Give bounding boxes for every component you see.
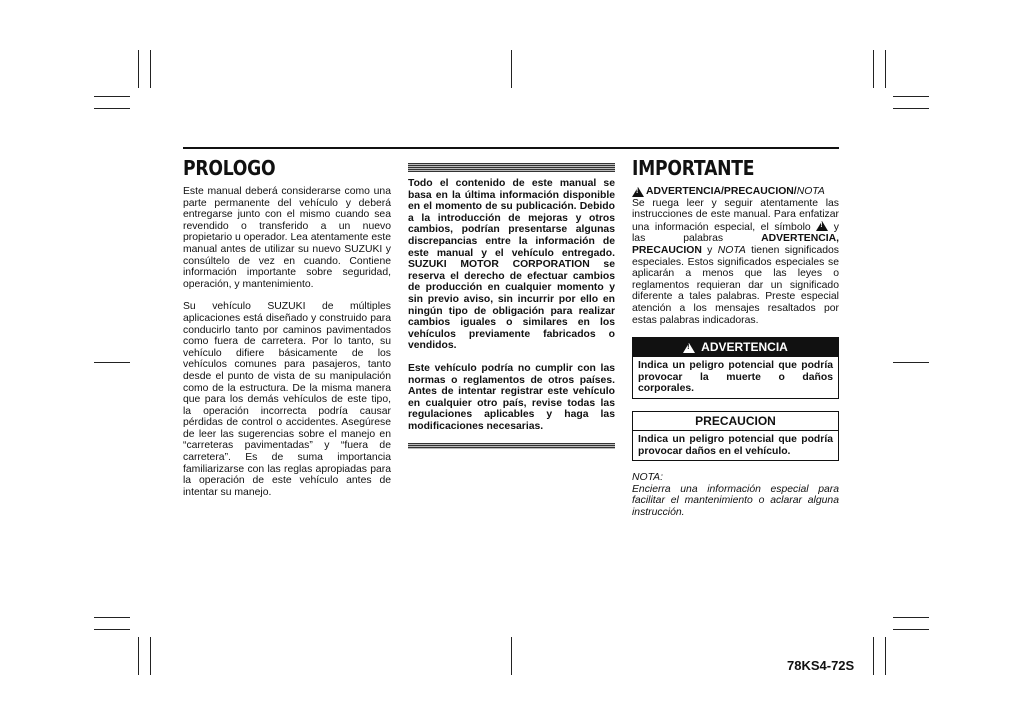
crop-mark (94, 108, 130, 109)
precaucion-box (632, 411, 839, 461)
importante-paragraph (632, 198, 839, 327)
importante-text-italic: NOTA (717, 244, 746, 256)
crop-mark (511, 637, 512, 675)
crop-mark (138, 50, 139, 88)
importante-column (632, 150, 839, 529)
nota-label: NOTA: (632, 472, 663, 484)
prologo-title: PROLOGO (183, 156, 276, 180)
crop-mark (873, 637, 874, 675)
prologo-column (183, 150, 391, 509)
crop-mark (94, 96, 130, 97)
crop-mark (893, 617, 929, 618)
crop-mark (94, 617, 130, 618)
top-rule-bar (408, 163, 615, 172)
importante-text-bold: ADVERTENCIA, PRECAUCION (632, 233, 840, 256)
advertencia-label: ADVERTENCIA (701, 340, 788, 355)
precaucion-text: Indica un peligro potencial que podría provocar daños en el vehículo. (638, 433, 833, 457)
crop-mark (150, 637, 151, 675)
notice-paragraph-2: Este vehículo podría no cumplir con las normas o reglamentos de otros países. Antes de intentar registrar este vehículo en cualquier otro país, revise todas las regulaciones aplicables y haga las modificaciones necesarias. (408, 362, 615, 432)
precaucion-label: PRECAUCION (633, 412, 838, 431)
warning-triangle-icon (632, 187, 644, 197)
document-code: 78KS4-72S (787, 658, 855, 673)
importante-text-c: y (707, 244, 713, 256)
advertencia-text: Indica un peligro potencial que podría provocar la muerte o daños corporales. (638, 360, 833, 395)
warning-triangle-icon (816, 221, 828, 231)
nota-text: Encierra una información especial para facilitar el mantenimiento o aclarar alguna instrucción. (632, 483, 839, 518)
prologo-paragraph-1: Este manual deberá considerarse como una parte permanente del vehículo y deberá entregarse junto con el mismo cuando sea revendido o transferido a un nuevo propietario u operador. Lea atentamente este manual antes de utilizar su nuevo SUZUKI y consúltelo de vez en cuando. Contiene información importante sobre seguridad, operación, y mantenimiento. (183, 186, 391, 290)
crop-mark (94, 362, 130, 363)
crop-mark (511, 50, 512, 88)
crop-mark (885, 50, 886, 88)
crop-mark (893, 362, 929, 363)
signal-words-italic: NOTA (796, 186, 825, 197)
advertencia-box (632, 337, 839, 399)
signal-words-heading (632, 186, 839, 198)
crop-mark (893, 96, 929, 97)
importante-text-d: tienen significados especiales. Estos significados especiales se aplicarán a menos que las leyes o reglamentos requieran dar un significado diferente a tales palabras. Preste especial atención a los mensajes resaltados por estas palabras indicadoras. (632, 244, 840, 326)
bottom-rule-bar (408, 443, 615, 449)
notice-paragraph-1: Todo el contenido de este manual se basa en la última información disponible en el momento de su publicación. Debido a la introducción de mejoras y otros cambios, podrían presentarse algunas discrepancias entre la información de este manual y el vehículo entregado. SUZUKI MOTOR CORPORATION se reserva el derecho de efectuar cambios de producción en cualquier momento y sin previo aviso, sin incurrir por ello en ningún tipo de obligación para realizar cambios iguales o similares en los vehículos previamente fabricados o vendidos. (408, 178, 615, 352)
importante-title: IMPORTANTE (632, 156, 755, 180)
crop-mark (893, 629, 929, 630)
crop-mark (873, 50, 874, 88)
crop-mark (138, 637, 139, 675)
crop-mark (893, 108, 929, 109)
importante-text-a: Se ruega leer y seguir atentamente las instrucciones de este manual. Para enfatizar una información especial, el símbolo (632, 197, 839, 233)
signal-words-bold: ADVERTENCIA/PRECAUCION/ (646, 186, 797, 197)
header-rule (183, 147, 839, 149)
warning-triangle-icon (683, 343, 695, 353)
crop-mark (150, 50, 151, 88)
crop-mark (94, 629, 130, 630)
notice-column (408, 150, 615, 449)
prologo-paragraph-2: Su vehículo SUZUKI de múltiples aplicaciones está diseñado y construido para conducirlo tanto por caminos pavimentados como fuera de carretera. Por lo tanto, su vehículo difiere básicamente de los vehículos comunes para pasajeros, tanto desde el punto de vista de su manipulación como de la estructura. De la misma manera que para los demás vehículos de este tipo, la operación incorrecta podría causar pérdidas de control o accidentes. Asegúrese de leer las sugerencias sobre el manejo en “carreteras pavimentadas” y “fuera de carretera”. Es de suma importancia familiarizarse con las reglas apropiadas para la operación de este vehículo antes de intentar su manejo. (183, 301, 391, 498)
advertencia-header (633, 338, 838, 357)
importante-text-b: y las palabras (632, 221, 839, 245)
crop-mark (885, 637, 886, 675)
